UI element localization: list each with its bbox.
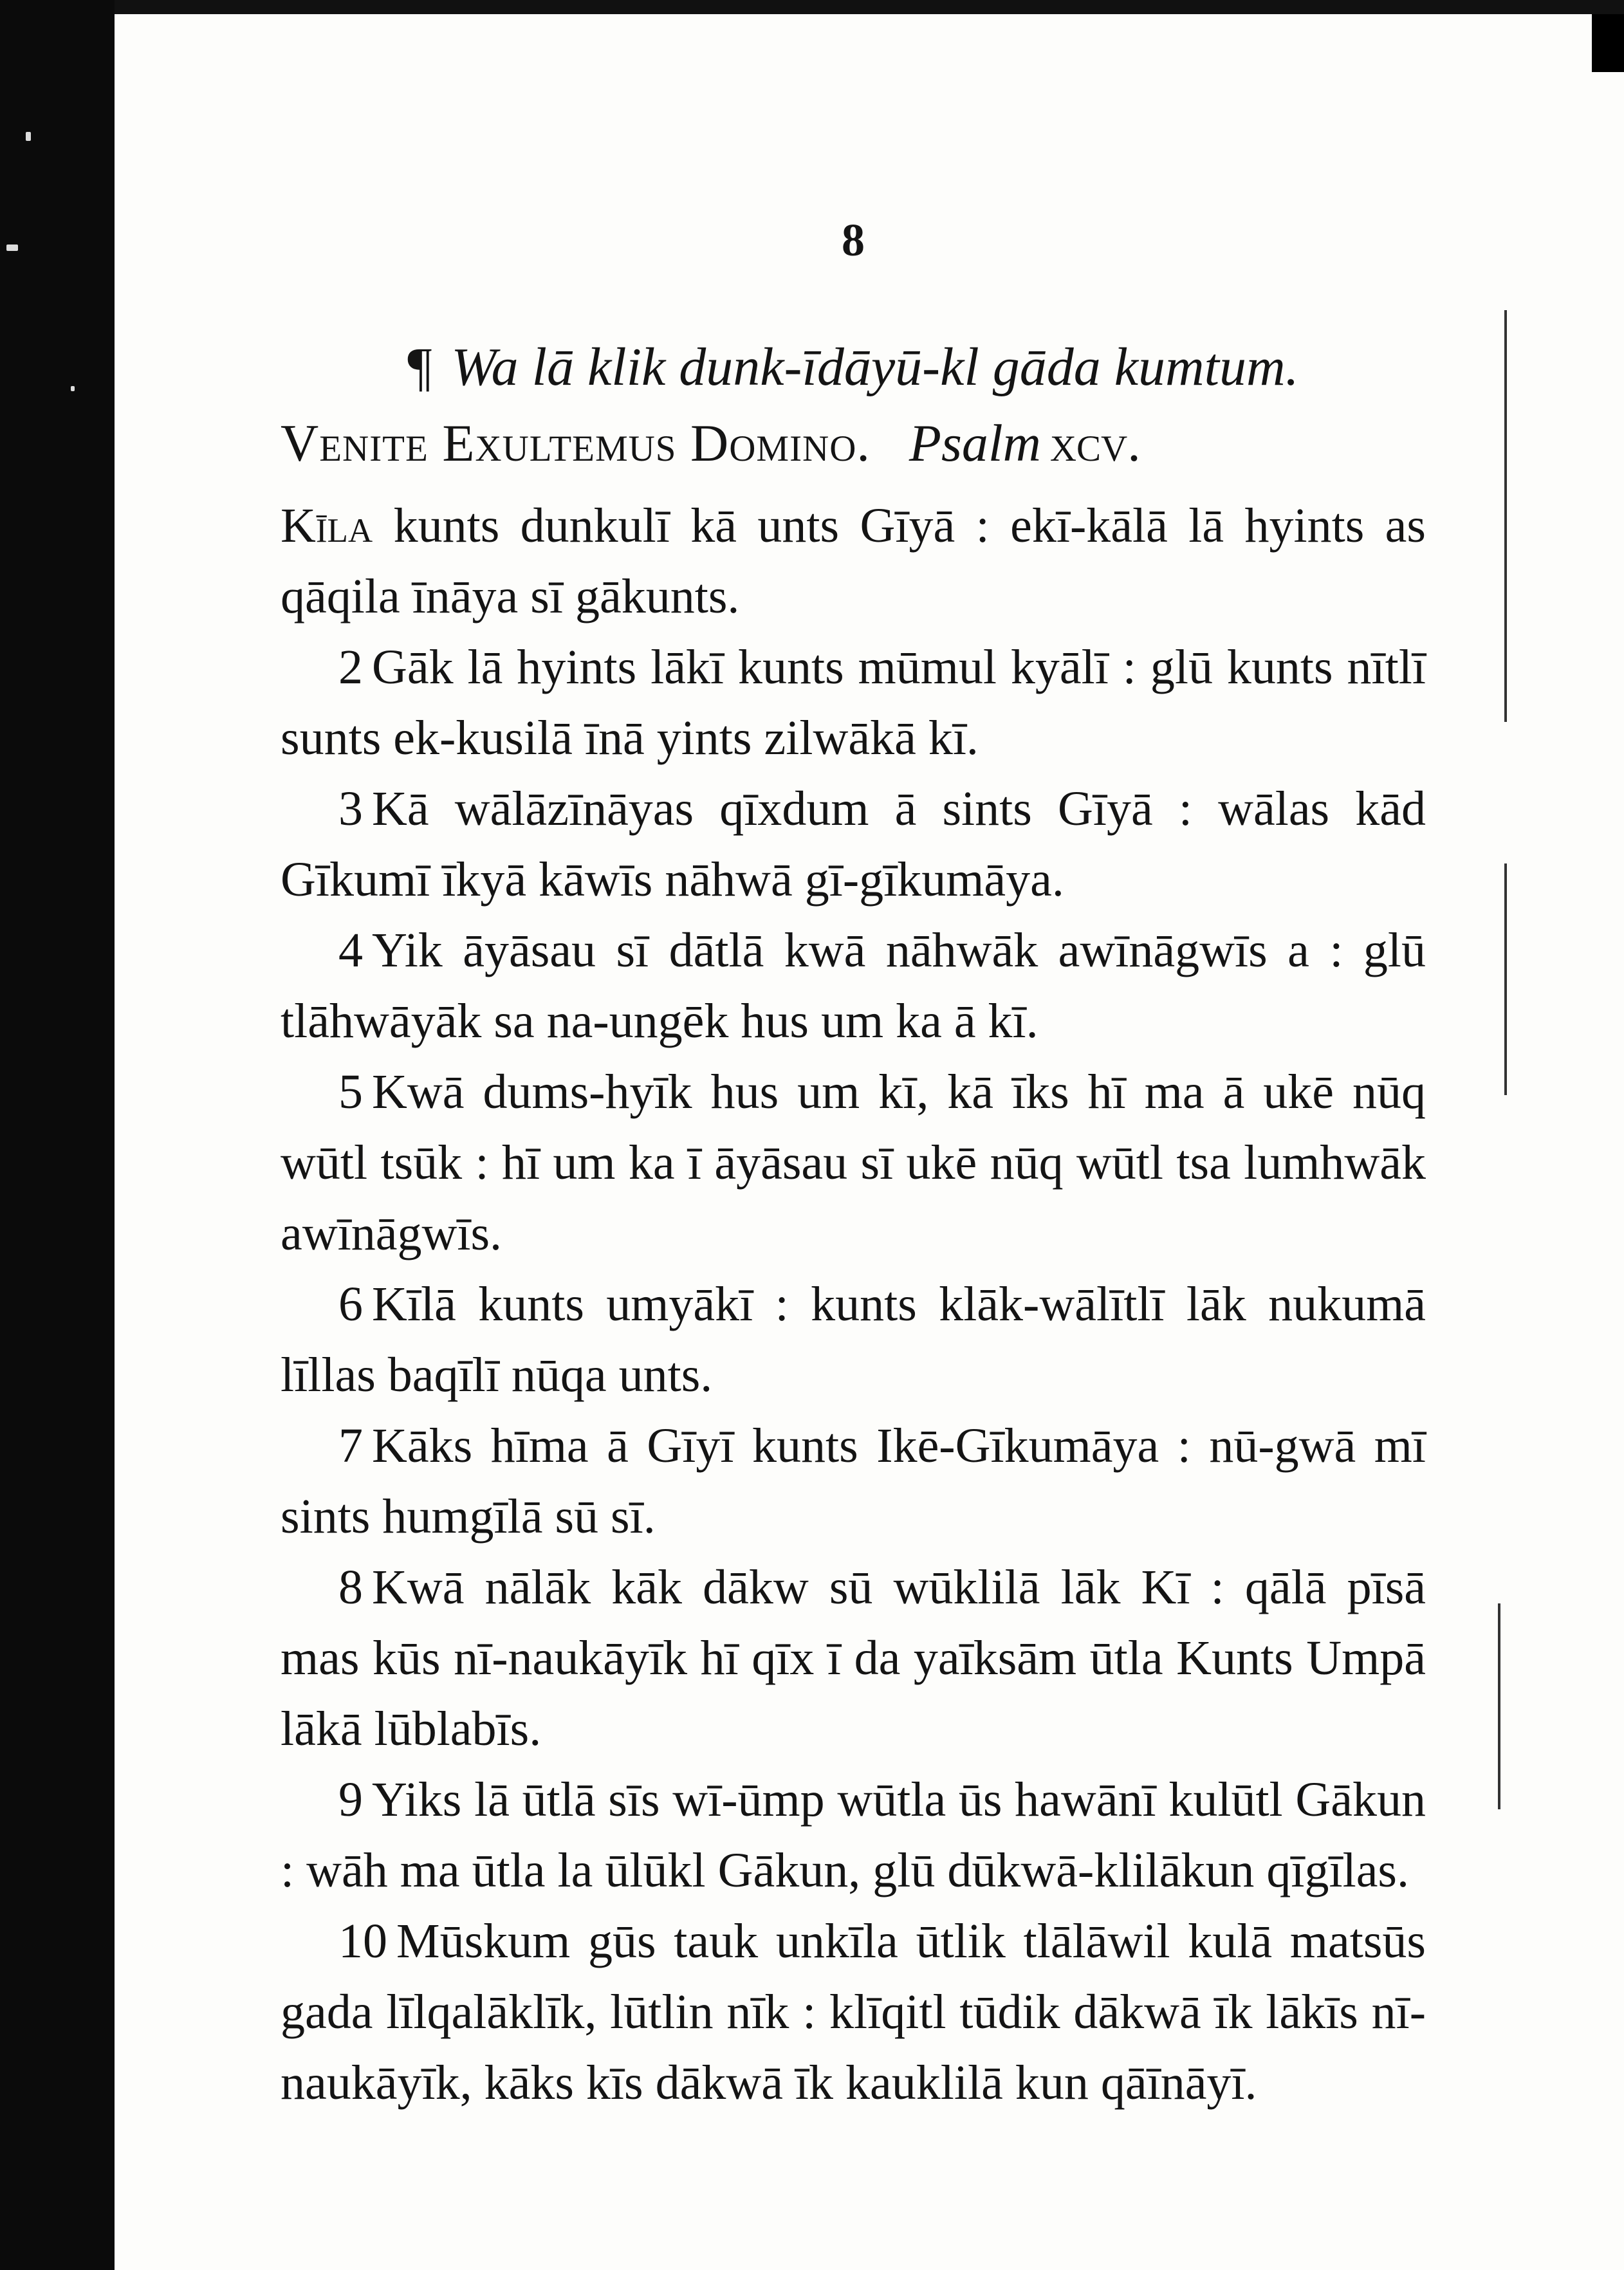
page-fold-shadow — [1498, 1603, 1500, 1809]
verse — [281, 490, 1426, 632]
scan-corner-mark — [1592, 14, 1624, 72]
page-fold-shadow — [1504, 310, 1507, 722]
verse-list — [281, 490, 1426, 2118]
verse-text: Kā wālāzīnāyas qīxdum ā sints Gīyā : wālas kād Gīkumī īkyā kāwīs nāhwā gī-gīkumāya. — [281, 782, 1426, 907]
verse-text: Mūskum gūs tauk unkīla ūtlik tlālāwil kulā matsūs gada līlqalāklīk, lūtlin nīk : klīqitl tūdik dākwā īk lākīs nī-naukāyīk, kāks kīs dākwā īk kauklilā kun qāīnāyī. — [281, 1914, 1426, 2110]
verse-text: Kwā nālāk kāk dākw sū wūklilā lāk Kī : qālā pīsā mas kūs nī-naukāyīk hī qīx ī da yaīksām ūtla Kunts Umpā lākā lūblabīs. — [281, 1560, 1426, 1756]
scan-speck — [6, 245, 18, 251]
verse-text: Kīlā kunts umyākī : kunts klāk-wālītlī lāk nukumā līllas baqīlī nūqa unts. — [281, 1277, 1426, 1402]
verse — [281, 1269, 1426, 1410]
scan-speck — [26, 132, 31, 141]
verse-text: Yik āyāsau sī dātlā kwā nāhwāk awīnāgwīs a : glū tlāhwāyāk sa na-ungēk hus um ka ā kī. — [281, 923, 1426, 1048]
verse — [281, 632, 1426, 773]
verse-number: 8 — [338, 1560, 363, 1614]
verse-number: 3 — [338, 782, 363, 836]
paragraph-mark: ¶ — [407, 337, 432, 397]
verse-number: 5 — [338, 1065, 363, 1119]
verse-text: Yiks lā ūtlā sīs wī-ūmp wūtla ūs hawānī kulūtl Gākun : wāh ma ūtla la ūlūkl Gākun, glū dūkwā-klilākun qīgīlas. — [281, 1773, 1426, 1897]
psalm-title — [281, 413, 1426, 474]
verse-lead-word: Kīla — [281, 499, 373, 553]
verse-number: 7 — [338, 1419, 363, 1473]
verse — [281, 1906, 1426, 2118]
verse — [281, 1057, 1426, 1269]
verse-number: 2 — [338, 640, 363, 694]
verse — [281, 1410, 1426, 1552]
verse-number: 10 — [338, 1914, 387, 1968]
heading-text: Wa lā klik dunk-īdāyū-kl gāda kumtum. — [451, 337, 1299, 397]
page-fold-shadow — [1504, 863, 1507, 1095]
scan-left-margin — [0, 0, 115, 2270]
verse — [281, 915, 1426, 1057]
verse-number: 4 — [338, 923, 363, 977]
verse — [281, 1764, 1426, 1906]
verse — [281, 1552, 1426, 1764]
page-number: 8 — [842, 214, 865, 266]
psalm-number: xcv. — [1049, 414, 1141, 472]
verse-text: Kwā dums-hyīk hus um kī, kā īks hī ma ā ukē nūq wūtl tsūk : hī um ka ī āyāsau sī ukē nūq wūtl tsa lumhwāk awīnāgwīs. — [281, 1065, 1426, 1260]
psalm-label: Psalm — [909, 414, 1041, 472]
verse — [281, 773, 1426, 915]
verse-number: 6 — [338, 1277, 363, 1331]
section-heading — [281, 336, 1426, 398]
verse-text: Gāk lā hyints lākī kunts mūmul kyālī : glū kunts nītlī sunts ek-kusilā īnā yints zilwākā kī. — [281, 640, 1426, 765]
latin-title: Venite Exultemus Domino. — [281, 414, 871, 472]
scan-top-border — [0, 0, 1624, 14]
document-page — [115, 14, 1624, 2270]
verse-text: Kāks hīma ā Gīyī kunts Ikē-Gīkumāya : nū-gwā mī sints humgīlā sū sī. — [281, 1419, 1426, 1544]
verse-number: 9 — [338, 1773, 363, 1827]
verse-text: kunts dunkulī kā unts Gīyā : ekī-kālā lā hyints as qāqila īnāya sī gākunts. — [281, 499, 1426, 623]
scan-speck — [71, 386, 75, 391]
